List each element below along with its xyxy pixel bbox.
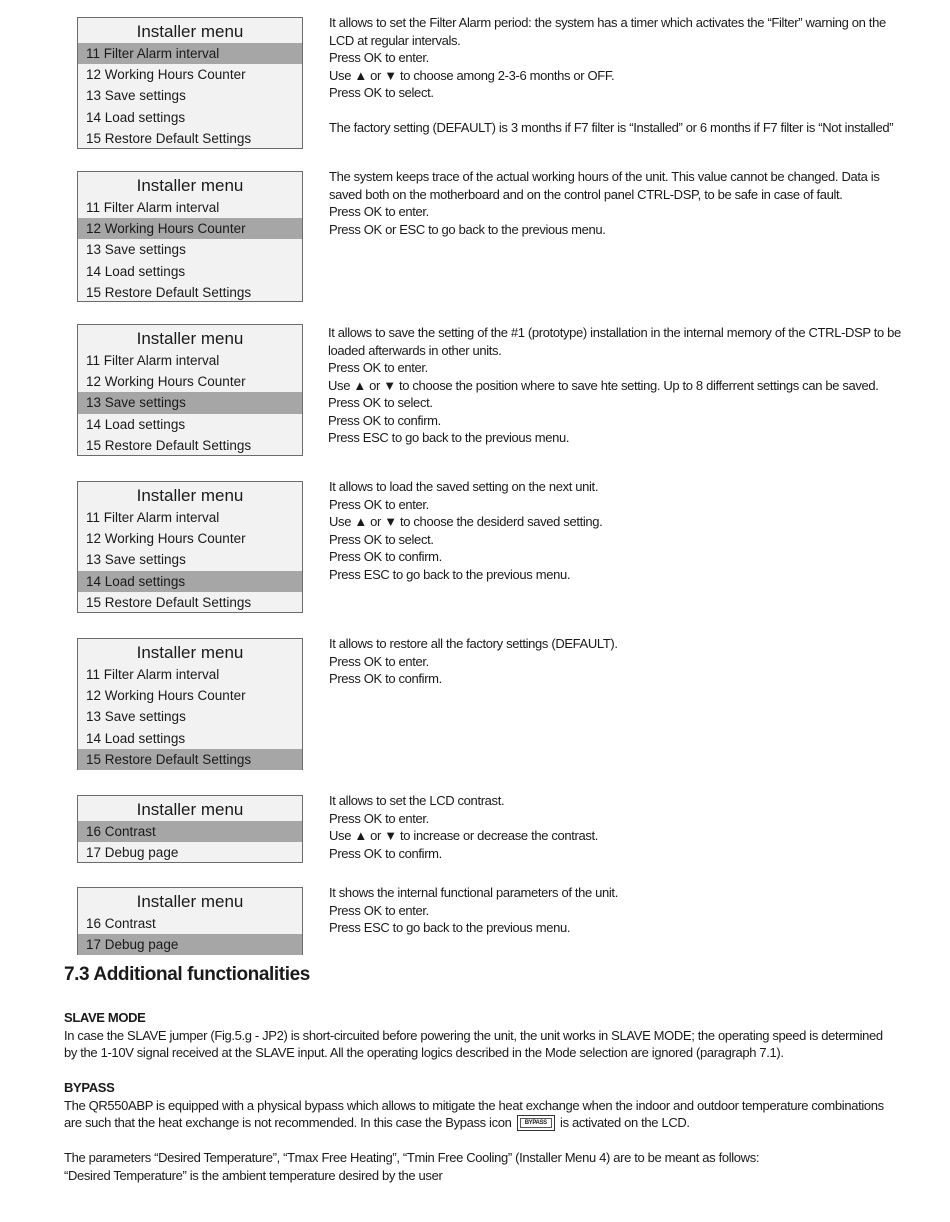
description-line: Press OK to confirm. (329, 671, 442, 686)
bypass-text (64, 1097, 886, 1132)
description-line: Use ▲ or ▼ to choose among 2-3-6 months or OFF. (329, 67, 615, 83)
description-line: Press ESC to go back to the previous menu. (328, 430, 570, 445)
restore-defaults-description (329, 635, 889, 688)
load-settings-description (329, 478, 889, 583)
installer-menu-panel-7 (77, 887, 303, 955)
description-line: Use ▲ or ▼ to choose the desiderd saved setting. (329, 514, 603, 529)
parameters-section (64, 1149, 886, 1184)
section-heading: 7.3 Additional functionalities (64, 964, 310, 985)
spacer (329, 102, 889, 120)
installer-menu-panel-3 (77, 324, 303, 456)
menu-title: Installer menu (136, 22, 244, 41)
menu-item[interactable]: 12 Working Hours Counter (86, 67, 246, 83)
menu-item-selected[interactable]: 14 Load settings (78, 571, 302, 592)
description-line: Press OK to enter. (329, 810, 429, 826)
bypass-text-b: is activated on the LCD. (560, 1115, 690, 1130)
menu-item[interactable]: 15 Restore Default Settings (86, 130, 252, 146)
menu-item[interactable]: 13 Save settings (86, 552, 186, 568)
menu-title: Installer menu (136, 486, 244, 505)
menu-item[interactable]: 12 Working Hours Counter (86, 688, 246, 704)
description-line: It allows to set the LCD contrast. (329, 793, 505, 808)
description-line: Press OK to enter. (329, 653, 429, 669)
description-line: Press OK to enter. (329, 50, 429, 65)
description-line: Press OK to confirm. (329, 845, 442, 861)
menu-title: Installer menu (136, 892, 244, 911)
description-line: Press OK to confirm. (328, 412, 441, 428)
description-line: Press OK to select. (329, 531, 434, 547)
description-line: saved both on the motherboard and on the control panel CTRL-DSP, to be safe in case of fault. (329, 186, 843, 202)
parameters-line-1: The parameters “Desired Temperature”, “Tmax Free Heating”, “Tmin Free Cooling” (Installer Menu 4) are to be meant as follows: (64, 1150, 760, 1165)
menu-item[interactable]: 14 Load settings (86, 416, 186, 432)
bypass-icon-label: BYPASS (524, 1120, 547, 1126)
menu-item-selected[interactable]: 15 Restore Default Settings (78, 749, 302, 770)
filter-alarm-description (329, 14, 894, 137)
menu-item-selected[interactable]: 17 Debug page (78, 934, 302, 955)
menu-item[interactable]: 13 Save settings (86, 242, 186, 258)
description-line: It allows to set the Filter Alarm period: the system has a timer which activates the “Filter” warning on the (329, 15, 886, 30)
bypass-heading: BYPASS (64, 1080, 115, 1095)
description-line: It allows to restore all the factory settings (DEFAULT). (329, 636, 618, 651)
menu-item[interactable]: 11 Filter Alarm interval (86, 200, 220, 215)
save-settings-description (328, 324, 901, 447)
slave-mode-section (64, 1009, 886, 1062)
menu-item[interactable]: 11 Filter Alarm interval (86, 667, 220, 682)
bypass-text-a: The QR550ABP is equipped with a physical bypass which allows to mitigate the heat exchange when the indoor and outdoor temperature combinations are such that the heat exchange is not recommended. In this case the Bypass icon (64, 1097, 884, 1130)
description-line: LCD at regular intervals. (329, 32, 461, 48)
menu-title: Installer menu (136, 800, 244, 819)
description-line: Press OK to confirm. (329, 549, 442, 564)
menu-item[interactable]: 14 Load settings (86, 730, 186, 746)
contrast-description (329, 792, 889, 862)
installer-menu-panel-6 (77, 795, 303, 863)
debug-page-description (329, 884, 889, 937)
description-line: Press OK to enter. (329, 496, 429, 512)
menu-item[interactable]: 16 Contrast (86, 916, 156, 931)
description-line: Press OK to select. (329, 85, 434, 100)
description-line: The factory setting (DEFAULT) is 3 months if F7 filter is “Installed” or 6 months if F7 filter is “Not installed” (329, 120, 894, 135)
installer-menu-panel-2 (77, 171, 303, 302)
installer-menu-panel-4 (77, 481, 303, 613)
description-line: Press OK to enter. (328, 360, 428, 375)
slave-mode-heading: SLAVE MODE (64, 1010, 146, 1025)
parameters-line-2: “Desired Temperature” is the ambient temperature desired by the user (64, 1167, 443, 1183)
menu-title: Installer menu (136, 176, 244, 195)
menu-item[interactable]: 17 Debug page (86, 845, 179, 861)
menu-item[interactable]: 14 Load settings (86, 263, 186, 279)
menu-item-selected[interactable]: 13 Save settings (78, 392, 302, 413)
description-line: Press ESC to go back to the previous menu. (329, 566, 571, 582)
description-line: It allows to load the saved setting on the next unit. (329, 479, 599, 494)
menu-item-selected[interactable]: 11 Filter Alarm interval (78, 43, 302, 64)
description-line: Press OK to enter. (329, 204, 429, 219)
menu-item[interactable]: 15 Restore Default Settings (86, 594, 252, 610)
menu-item[interactable]: 14 Load settings (86, 109, 186, 125)
menu-item[interactable]: 13 Save settings (86, 709, 186, 725)
installer-menu-panel-1 (77, 17, 303, 149)
bypass-icon (517, 1115, 555, 1131)
bypass-section (64, 1079, 886, 1132)
description-line: Press ESC to go back to the previous menu. (329, 920, 571, 935)
menu-item[interactable]: 12 Working Hours Counter (86, 374, 246, 390)
menu-item-selected[interactable]: 16 Contrast (78, 821, 302, 842)
menu-item[interactable]: 11 Filter Alarm interval (86, 353, 220, 368)
description-line: The system keeps trace of the actual working hours of the unit. This value cannot be changed. Data is (329, 169, 880, 184)
description-line: Use ▲ or ▼ to choose the position where to save hte setting. Up to 8 differrent settings can be saved. (328, 377, 879, 393)
description-line: loaded afterwards in other units. (328, 342, 502, 358)
slave-mode-text: In case the SLAVE jumper (Fig.5.g - JP2) is short-circuited before powering the unit, the unit works in SLAVE MODE; the operating speed is determined by the 1-10V signal received at the SLAVE input. All the operating logics described in the Mode selection are ignored (paragraph 7.1). (64, 1027, 883, 1060)
description-line: It allows to save the setting of the #1 (prototype) installation in the internal memory of the CTRL-DSP to be (328, 325, 901, 340)
description-line: Use ▲ or ▼ to increase or decrease the contrast. (329, 828, 599, 843)
menu-item-selected[interactable]: 12 Working Hours Counter (78, 218, 302, 239)
description-line: Press OK to enter. (329, 902, 429, 918)
description-line: Press OK or ESC to go back to the previous menu. (329, 221, 606, 237)
menu-item[interactable]: 11 Filter Alarm interval (86, 510, 220, 525)
menu-title: Installer menu (136, 643, 244, 662)
menu-item[interactable]: 12 Working Hours Counter (86, 531, 246, 547)
working-hours-description (329, 168, 889, 238)
description-line: It shows the internal functional parameters of the unit. (329, 885, 618, 900)
menu-item[interactable]: 15 Restore Default Settings (86, 437, 252, 453)
installer-menu-panel-5 (77, 638, 303, 770)
menu-title: Installer menu (136, 329, 244, 348)
menu-item[interactable]: 13 Save settings (86, 88, 186, 104)
description-line: Press OK to select. (328, 395, 433, 410)
menu-item[interactable]: 15 Restore Default Settings (86, 284, 252, 300)
